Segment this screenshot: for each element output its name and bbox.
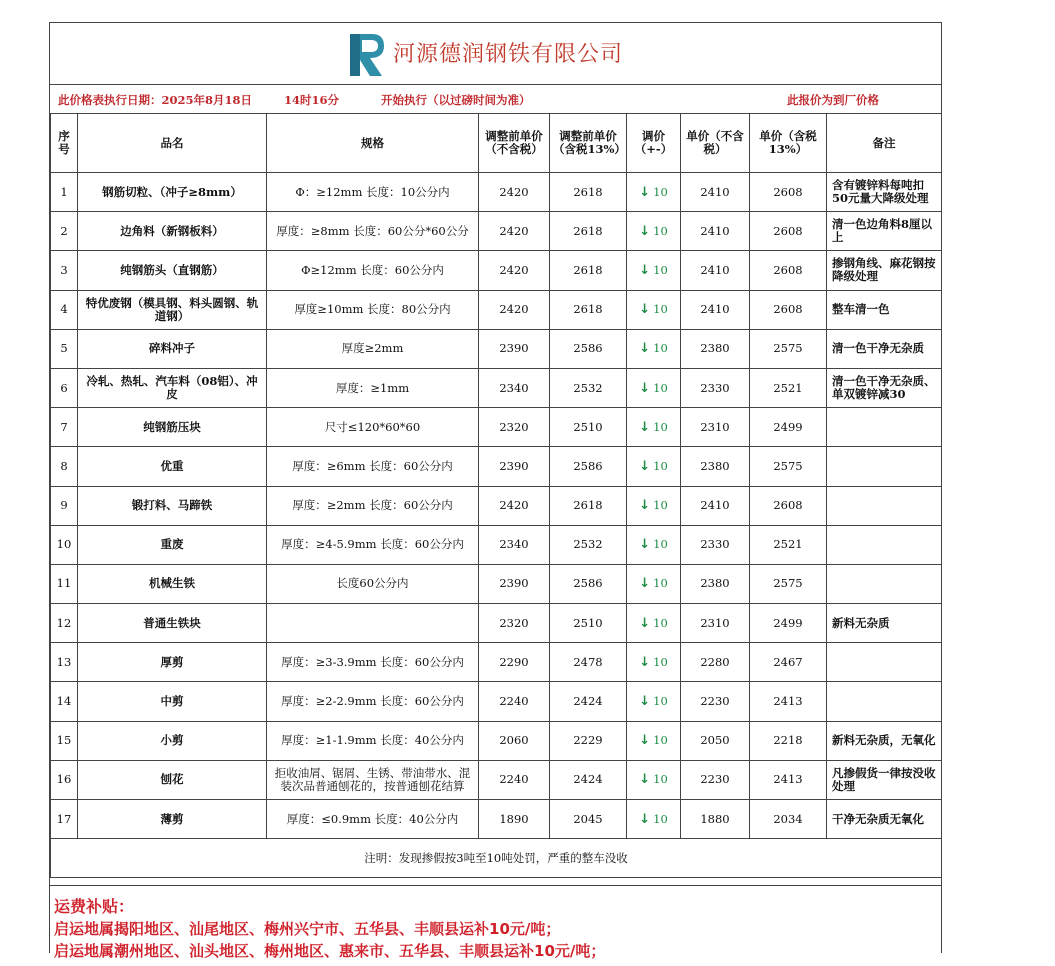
row-price-ex: 2230 — [681, 760, 750, 799]
down-arrow-icon: ↓ — [639, 302, 651, 318]
row-price-ex: 2410 — [681, 212, 750, 251]
row-price-in: 2034 — [750, 800, 827, 839]
footnote-row — [51, 839, 942, 878]
row-price-ex: 2380 — [681, 447, 750, 486]
row-pre-ex: 2390 — [479, 564, 550, 603]
row-note: 清一色干净无杂质 — [827, 329, 942, 368]
penalty-note: 注明：发现掺假按3吨至10吨处罚，严重的整车没收 — [51, 839, 942, 878]
down-arrow-icon: ↓ — [639, 458, 651, 474]
row-pre-ex: 2320 — [479, 408, 550, 447]
row-price-ex: 2410 — [681, 173, 750, 212]
row-change — [627, 329, 681, 368]
row-change — [627, 251, 681, 290]
col-pre-ex: 调整前单价（不含税） — [479, 114, 550, 173]
row-note: 含有镀锌料每吨扣50元量大降级处理 — [827, 173, 942, 212]
row-seq: 15 — [51, 721, 78, 760]
row-spec: 厚度：≥8mm 长度：60公分*60公分 — [267, 212, 479, 251]
row-pre-in: 2532 — [550, 368, 627, 407]
row-change — [627, 643, 681, 682]
table-row — [51, 486, 942, 525]
row-pre-ex: 2290 — [479, 643, 550, 682]
col-name: 品名 — [78, 114, 267, 173]
down-arrow-icon: ↓ — [639, 733, 651, 749]
table-row — [51, 368, 942, 407]
row-change — [627, 447, 681, 486]
row-price-in: 2413 — [750, 760, 827, 799]
change-value: 10 — [653, 733, 668, 748]
row-price-in: 2218 — [750, 721, 827, 760]
row-pre-in: 2229 — [550, 721, 627, 760]
row-spec: 厚度：≥2-2.9mm 长度：60公分内 — [267, 682, 479, 721]
table-row — [51, 721, 942, 760]
row-change — [627, 525, 681, 564]
info-bar — [50, 84, 941, 114]
change-value: 10 — [653, 262, 668, 277]
row-price-ex: 2410 — [681, 290, 750, 329]
row-change — [627, 486, 681, 525]
row-price-ex: 2310 — [681, 604, 750, 643]
row-pre-in: 2045 — [550, 800, 627, 839]
row-pre-in: 2618 — [550, 173, 627, 212]
row-pre-ex: 2240 — [479, 682, 550, 721]
row-change — [627, 290, 681, 329]
row-seq: 8 — [51, 447, 78, 486]
row-pre-ex: 2420 — [479, 173, 550, 212]
down-arrow-icon: ↓ — [639, 380, 651, 396]
row-name: 刨花 — [78, 760, 267, 799]
row-pre-ex: 2420 — [479, 290, 550, 329]
row-seq: 7 — [51, 408, 78, 447]
change-value: 10 — [653, 302, 668, 317]
row-price-in: 2499 — [750, 604, 827, 643]
row-spec: 尺寸≤120*60*60 — [267, 408, 479, 447]
row-change — [627, 721, 681, 760]
table-row — [51, 800, 942, 839]
row-change — [627, 800, 681, 839]
row-note — [827, 408, 942, 447]
row-price-in: 2608 — [750, 251, 827, 290]
down-arrow-icon: ↓ — [639, 498, 651, 514]
col-price-ex: 单价（不含税） — [681, 114, 750, 173]
row-spec: Φ：≥12mm 长度：10公分内 — [267, 173, 479, 212]
row-note — [827, 525, 942, 564]
row-note — [827, 564, 942, 603]
row-seq: 10 — [51, 525, 78, 564]
down-arrow-icon: ↓ — [639, 537, 651, 553]
price-sheet — [49, 22, 942, 960]
row-price-in: 2467 — [750, 643, 827, 682]
change-value: 10 — [653, 694, 668, 709]
table-header-row — [51, 114, 942, 173]
change-value: 10 — [653, 458, 668, 473]
price-table — [50, 113, 942, 878]
sheet-header — [50, 23, 941, 85]
change-value: 10 — [653, 654, 668, 669]
row-seq: 1 — [51, 173, 78, 212]
row-note — [827, 486, 942, 525]
row-price-ex: 2410 — [681, 486, 750, 525]
row-change — [627, 212, 681, 251]
table-row — [51, 525, 942, 564]
down-arrow-icon: ↓ — [639, 694, 651, 710]
row-pre-ex: 2420 — [479, 251, 550, 290]
row-name: 小剪 — [78, 721, 267, 760]
row-pre-ex: 2320 — [479, 604, 550, 643]
row-price-ex: 2410 — [681, 251, 750, 290]
row-pre-in: 2424 — [550, 760, 627, 799]
row-name: 薄剪 — [78, 800, 267, 839]
row-pre-in: 2586 — [550, 447, 627, 486]
col-change: 调价（+-） — [627, 114, 681, 173]
table-row — [51, 251, 942, 290]
company-logo-icon — [348, 32, 386, 78]
row-spec: 厚度：≥3-3.9mm 长度：60公分内 — [267, 643, 479, 682]
row-pre-in: 2618 — [550, 486, 627, 525]
down-arrow-icon: ↓ — [639, 576, 651, 592]
col-note: 备注 — [827, 114, 942, 173]
col-price-in: 单价（含税13%） — [750, 114, 827, 173]
freight-title: 运费补贴： — [54, 897, 135, 916]
row-name: 碎料冲子 — [78, 329, 267, 368]
row-spec: 厚度：≥2mm 长度：60公分内 — [267, 486, 479, 525]
row-seq: 14 — [51, 682, 78, 721]
row-name: 机械生铁 — [78, 564, 267, 603]
down-arrow-icon: ↓ — [639, 262, 651, 278]
row-pre-in: 2510 — [550, 604, 627, 643]
row-pre-ex: 1890 — [479, 800, 550, 839]
change-value: 10 — [653, 184, 668, 199]
change-value: 10 — [653, 537, 668, 552]
row-spec: 厚度：≥1mm — [267, 368, 479, 407]
row-price-ex: 2280 — [681, 643, 750, 682]
row-price-in: 2499 — [750, 408, 827, 447]
table-row — [51, 682, 942, 721]
row-change — [627, 760, 681, 799]
row-spec — [267, 604, 479, 643]
row-seq: 4 — [51, 290, 78, 329]
table-row — [51, 290, 942, 329]
row-spec: 厚度≥10mm 长度：80公分内 — [267, 290, 479, 329]
row-spec: 厚度：≥1-1.9mm 长度：40公分内 — [267, 721, 479, 760]
row-spec: 厚度≥2mm — [267, 329, 479, 368]
row-seq: 12 — [51, 604, 78, 643]
row-pre-ex: 2340 — [479, 525, 550, 564]
down-arrow-icon: ↓ — [639, 184, 651, 200]
price-basis-note: 此报价为到厂价格 — [787, 93, 879, 107]
change-value: 10 — [653, 223, 668, 238]
row-price-ex: 2310 — [681, 408, 750, 447]
down-arrow-icon: ↓ — [639, 341, 651, 357]
row-name: 边角料（新钢板料） — [78, 212, 267, 251]
row-note — [827, 682, 942, 721]
row-spec: 长度60公分内 — [267, 564, 479, 603]
row-price-ex: 2380 — [681, 564, 750, 603]
row-pre-ex: 2420 — [479, 212, 550, 251]
row-note: 清一色边角料8厘以上 — [827, 212, 942, 251]
table-row — [51, 173, 942, 212]
row-name: 锻打料、马蹄铁 — [78, 486, 267, 525]
row-pre-ex: 2420 — [479, 486, 550, 525]
row-change — [627, 408, 681, 447]
change-value: 10 — [653, 380, 668, 395]
row-change — [627, 682, 681, 721]
row-price-in: 2575 — [750, 329, 827, 368]
down-arrow-icon: ↓ — [639, 419, 651, 435]
row-name: 钢筋切粒、（冲子≥8mm） — [78, 173, 267, 212]
row-price-in: 2608 — [750, 290, 827, 329]
row-price-ex: 1880 — [681, 800, 750, 839]
row-price-in: 2575 — [750, 564, 827, 603]
row-note: 新料无杂质，无氧化 — [827, 721, 942, 760]
down-arrow-icon: ↓ — [639, 772, 651, 788]
row-name: 冷轧、热轧、汽车料（08铝）、冲皮 — [78, 368, 267, 407]
table-row — [51, 643, 942, 682]
col-seq: 序号 — [51, 114, 78, 173]
down-arrow-icon: ↓ — [639, 654, 651, 670]
table-row — [51, 447, 942, 486]
row-change — [627, 564, 681, 603]
row-name: 重废 — [78, 525, 267, 564]
row-note: 新料无杂质 — [827, 604, 942, 643]
row-name: 普通生铁块 — [78, 604, 267, 643]
row-price-in: 2608 — [750, 486, 827, 525]
row-price-ex: 2330 — [681, 525, 750, 564]
col-pre-in: 调整前单价（含税13%） — [550, 114, 627, 173]
row-change — [627, 173, 681, 212]
row-spec: 厚度：≤0.9mm 长度：40公分内 — [267, 800, 479, 839]
change-value: 10 — [653, 615, 668, 630]
row-note: 凡掺假货一律按没收处理 — [827, 760, 942, 799]
row-note: 整车清一色 — [827, 290, 942, 329]
table-row — [51, 212, 942, 251]
row-price-in: 2521 — [750, 368, 827, 407]
row-price-in: 2413 — [750, 682, 827, 721]
row-change — [627, 604, 681, 643]
row-seq: 17 — [51, 800, 78, 839]
row-seq: 13 — [51, 643, 78, 682]
row-note: 干净无杂质无氧化 — [827, 800, 942, 839]
row-name: 纯钢筋压块 — [78, 408, 267, 447]
row-name: 特优废钢（模具钢、料头圆钢、轨道钢） — [78, 290, 267, 329]
table-row — [51, 564, 942, 603]
down-arrow-icon: ↓ — [639, 615, 651, 631]
row-spec: Φ≥12mm 长度：60公分内 — [267, 251, 479, 290]
row-price-in: 2521 — [750, 525, 827, 564]
row-note — [827, 447, 942, 486]
row-price-ex: 2380 — [681, 329, 750, 368]
start-note: 开始执行（以过磅时间为准） — [381, 93, 531, 107]
row-pre-in: 2424 — [550, 682, 627, 721]
row-pre-in: 2618 — [550, 212, 627, 251]
change-value: 10 — [653, 576, 668, 591]
row-price-ex: 2050 — [681, 721, 750, 760]
row-pre-in: 2586 — [550, 564, 627, 603]
row-change — [627, 368, 681, 407]
row-price-in: 2608 — [750, 173, 827, 212]
row-pre-ex: 2390 — [479, 329, 550, 368]
freight-subsidy — [50, 885, 941, 966]
row-pre-in: 2510 — [550, 408, 627, 447]
row-price-in: 2575 — [750, 447, 827, 486]
row-pre-in: 2478 — [550, 643, 627, 682]
row-name: 优重 — [78, 447, 267, 486]
table-row — [51, 408, 942, 447]
row-price-in: 2608 — [750, 212, 827, 251]
row-seq: 6 — [51, 368, 78, 407]
row-name: 纯钢筋头（直钢筋） — [78, 251, 267, 290]
row-spec: 厚度：≥4-5.9mm 长度：60公分内 — [267, 525, 479, 564]
row-seq: 5 — [51, 329, 78, 368]
row-seq: 11 — [51, 564, 78, 603]
effective-time: 14时16分 — [284, 93, 340, 107]
row-seq: 2 — [51, 212, 78, 251]
down-arrow-icon: ↓ — [639, 223, 651, 239]
change-value: 10 — [653, 772, 668, 787]
row-seq: 16 — [51, 760, 78, 799]
row-pre-ex: 2240 — [479, 760, 550, 799]
row-pre-in: 2532 — [550, 525, 627, 564]
row-pre-ex: 2060 — [479, 721, 550, 760]
row-pre-ex: 2340 — [479, 368, 550, 407]
table-row — [51, 604, 942, 643]
row-pre-in: 2618 — [550, 251, 627, 290]
row-pre-in: 2586 — [550, 329, 627, 368]
col-spec: 规格 — [267, 114, 479, 173]
row-price-ex: 2330 — [681, 368, 750, 407]
company-name: 河源德润钢铁有限公司 — [393, 42, 624, 67]
row-pre-in: 2618 — [550, 290, 627, 329]
row-seq: 9 — [51, 486, 78, 525]
change-value: 10 — [653, 419, 668, 434]
table-row — [51, 760, 942, 799]
row-spec: 拒收油屑、锯屑、生锈、带油带水、混装次品普通刨花的，按普通刨花结算 — [267, 760, 479, 799]
row-note — [827, 643, 942, 682]
freight-line-2: 启运地属潮州地区、汕头地区、梅州地区、惠来市、五华县、丰顺县运补10元/吨； — [54, 942, 606, 960]
row-pre-ex: 2390 — [479, 447, 550, 486]
change-value: 10 — [653, 498, 668, 513]
change-value: 10 — [653, 811, 668, 826]
row-name: 厚剪 — [78, 643, 267, 682]
row-price-ex: 2230 — [681, 682, 750, 721]
down-arrow-icon: ↓ — [639, 811, 651, 827]
change-value: 10 — [653, 341, 668, 356]
row-name: 中剪 — [78, 682, 267, 721]
effective-date: 此价格表执行日期：2025年8月18日 — [58, 93, 253, 107]
freight-line-1: 启运地属揭阳地区、汕尾地区、梅州兴宁市、五华县、丰顺县运补10元/吨； — [54, 920, 561, 938]
table-row — [51, 329, 942, 368]
row-spec: 厚度：≥6mm 长度：60公分内 — [267, 447, 479, 486]
row-note: 清一色干净无杂质、单双镀锌减30 — [827, 368, 942, 407]
row-note: 掺钢角线、麻花钢按降级处理 — [827, 251, 942, 290]
row-seq: 3 — [51, 251, 78, 290]
